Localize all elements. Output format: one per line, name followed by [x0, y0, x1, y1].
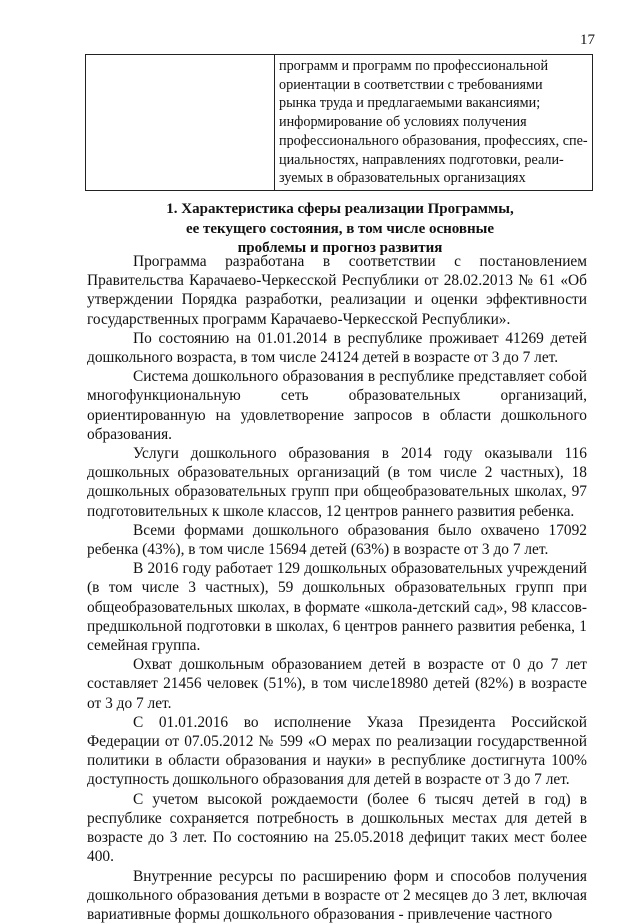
paragraph: Внутренние ресурсы по расширению форм и способов получения дошкольного образования детьми в возрасте от 2 месяцев до 3 лет, включая вариативные формы дошкольного образования - привлечение частного	[87, 867, 587, 924]
table-line: ориентации в соответствии с требованиями	[279, 76, 588, 95]
paragraph: В 2016 году работает 129 дошкольных образовательных учреждений (в том числе 3 частных), 59 дошкольных образовательных групп при общеобразовательных школах, в формате «школа-детский сад», 98 классов-предшкольной подготовки в школах, 6 центров раннего развития ребенка, 1 семейная группа.	[87, 559, 587, 655]
continuation-table	[85, 54, 593, 191]
paragraph: Программа разработана в соответствии с постановлением Правительства Карачаево-Черкесской Республики от 28.02.2013 № 61 «Об утверждении Порядка разработки, реализации и оценки эффективности государственных программ Карачаево-Черкесской Республики».	[87, 252, 587, 329]
paragraph: По состоянию на 01.01.2014 в республике проживает 41269 детей дошкольного возраста, в том числе 24124 детей в возрасте от 3 до 7 лет.	[87, 329, 587, 367]
heading-line: 1. Характеристика сферы реализации Программы,	[95, 200, 585, 220]
body-text	[87, 252, 587, 924]
paragraph: С учетом высокой рождаемости (более 6 тысяч детей в год) в республике сохраняется потребность в дошкольных местах для детей в возрасте до 3 лет. По состоянию на 25.05.2018 дефицит таких мест более 400.	[87, 790, 587, 867]
table-line: рынка труда и предлагаемыми вакансиями;	[279, 94, 588, 113]
paragraph: Услуги дошкольного образования в 2014 году оказывали 116 дошкольных образовательных организаций (в том числе 2 частных), 18 дошкольных образовательных групп при общеобразовательных школах, 97 подготовительных к школе классов, 12 центров раннего развития ребенка.	[87, 444, 587, 521]
table-cell-empty	[86, 55, 275, 191]
table-line: профессионального образования, профессиях, спе-	[279, 132, 588, 151]
heading-line: проблемы и прогноз развития	[95, 239, 585, 259]
paragraph: Система дошкольного образования в республике представляет собой многофункциональную сеть образовательных организаций, ориентированную на удовлетворение запросов в области дошкольного образования.	[87, 367, 587, 444]
paragraph: Всеми формами дошкольного образования было охвачено 17092 ребенка (43%), в том числе 15694 детей (63%) в возрасте от 3 до 7 лет.	[87, 521, 587, 559]
table-row	[86, 55, 593, 191]
heading-line: ее текущего состояния, в том числе основные	[95, 220, 585, 240]
page-number: 17	[580, 32, 595, 49]
table-line: циальностях, направлениях подготовки, реали-	[279, 151, 588, 170]
table-line: зуемых в образовательных организациях	[279, 169, 588, 188]
table-cell-text	[275, 55, 593, 191]
table-line: информирование об условиях получения	[279, 113, 588, 132]
paragraph: Охват дошкольным образованием детей в возрасте от 0 до 7 лет составляет 21456 человек (51%), в том числе18980 детей (82%) в возрасте от 3 до 7 лет.	[87, 655, 587, 713]
section-heading	[95, 200, 585, 259]
paragraph: С 01.01.2016 во исполнение Указа Президента Российской Федерации от 07.05.2012 № 599 «О мерах по реализации государственной политики в области образования и науки» в республике достигнута 100% доступность дошкольного образования для детей в возрасте от 3 до 7 лет.	[87, 713, 587, 790]
table-line: программ и программ по профессиональной	[279, 57, 588, 76]
